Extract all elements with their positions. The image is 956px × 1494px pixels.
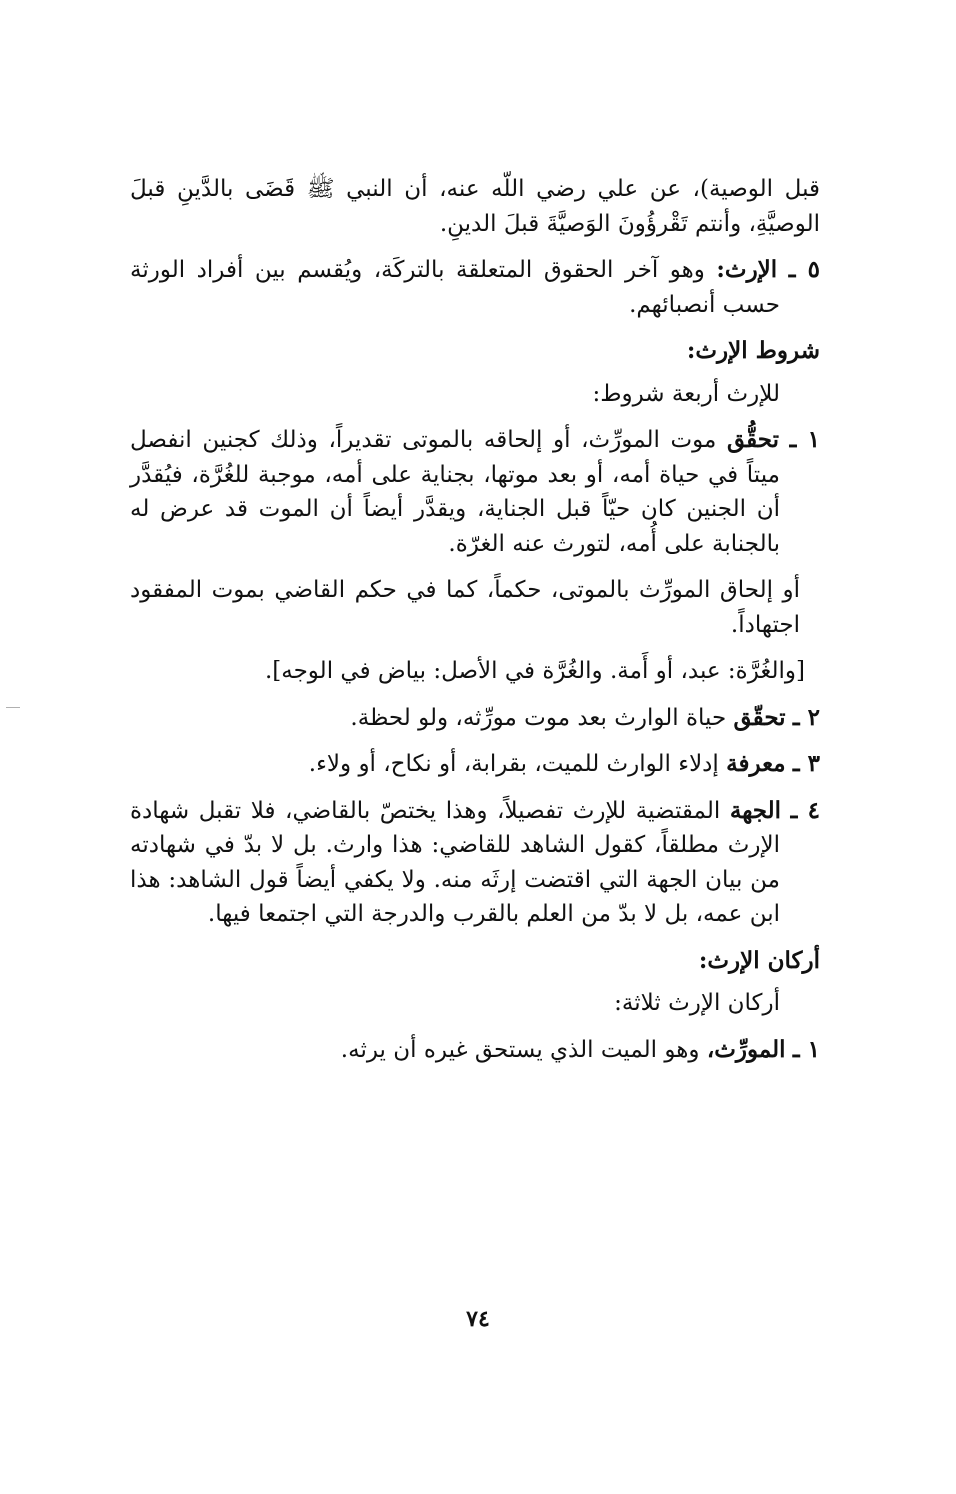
item-text: وهو آخر الحقوق المتعلقة بالتركَة، ويُقسم بين أفراد الورثة حسب أنصبائهم. xyxy=(130,257,780,318)
continued-paragraph xyxy=(130,172,820,241)
item-number: ١ ـ xyxy=(789,426,820,453)
list-item-condition-1 xyxy=(130,423,820,561)
item-text: موت المورِّث، أو إلحاقه بالموتى تقديراً، وذلك كجنين انفصل ميتاً في حياة أمه، أو بعد موتها، بجناية على أمه، موجبة للغُرَّة، فيُقدَّر أن الجنين كان حيّاً قبل الجناية، ويقدَّر أيضاً أن الموت قد عرض له بالجنابة على أُمه، لتورث عنه الغرّة. xyxy=(130,427,780,557)
item-term: تحقّق xyxy=(733,703,786,731)
paragraph-judicial-death: أو إلحاق المورِّث بالموتى، حكماً، كما في حكم القاضي بموت المفقود اجتهاداً. xyxy=(130,577,800,638)
list-item-inheritance xyxy=(130,253,820,322)
list-item-condition-2 xyxy=(130,701,820,736)
list-item-condition-3 xyxy=(130,747,820,782)
item-text: إدلاء الوارث للميت، بقرابة، أو نكاح، أو ولاء. xyxy=(308,751,719,777)
page-number: ٧٤ xyxy=(466,1306,490,1332)
list-item-condition-4 xyxy=(130,794,820,932)
item-text: وهو الميت الذي يستحق غيره أن يرثه. xyxy=(340,1036,700,1063)
item-number: ٤ ـ xyxy=(790,796,821,824)
section-heading-pillars: أركان الإرث: xyxy=(698,946,820,974)
item-number: ٥ ـ xyxy=(788,256,821,283)
item-text: حياة الوارث بعد موت مورِّثه، ولو لحظة. xyxy=(350,704,727,731)
item-term: الإرث: xyxy=(716,256,778,283)
item-number: ٢ ـ xyxy=(792,703,820,731)
paragraph-text: قبل الوصية)، عن علي رضي اللّه عنه، أن النبي ﷺ قَضَى بالدَّينِ قبلَ الوصيَّةِ، وأنتم تَقْرؤُونَ الوَصيَّةَ قبلَ الدينِ. xyxy=(130,176,820,237)
list-item-pillar-1 xyxy=(130,1033,820,1068)
item-text: المقتضية للإرث تفصيلاً، وهذا يختصّ بالقاضي، فلا تقبل شهادة الإرث مطلقاً، كقول الشاهد للقاضي: هذا وارث. بل لا بدّ في شهادته من بيان الجهة التي اقتضت إرثَه منه. ولا يكفي أيضاً قول الشاهد: هذا ابن عمه، بل لا بدّ من العلم بالقرب والدرجة التي اجتمعا فيها. xyxy=(130,797,780,927)
item-term: معرفة xyxy=(726,750,786,777)
bracket-note: [والغُرَّة: عبد، أو أَمة. والغُرَّة في الأصل: بياض في الوجه]. xyxy=(264,658,805,684)
intro-conditions: للإرث أربعة شروط: xyxy=(592,380,780,407)
item-term: المورِّث، xyxy=(706,1035,786,1063)
item-term: تحقُّق xyxy=(726,426,780,453)
section-heading-conditions: شروط الإرث: xyxy=(686,337,820,364)
item-number: ٣ ـ xyxy=(792,750,820,777)
margin-mark xyxy=(6,707,20,708)
intro-pillars: أركان الإرث ثلاثة: xyxy=(614,990,780,1016)
document-body xyxy=(130,172,820,1079)
item-number: ١ ـ xyxy=(792,1035,820,1063)
item-term: الجهة xyxy=(729,796,782,824)
